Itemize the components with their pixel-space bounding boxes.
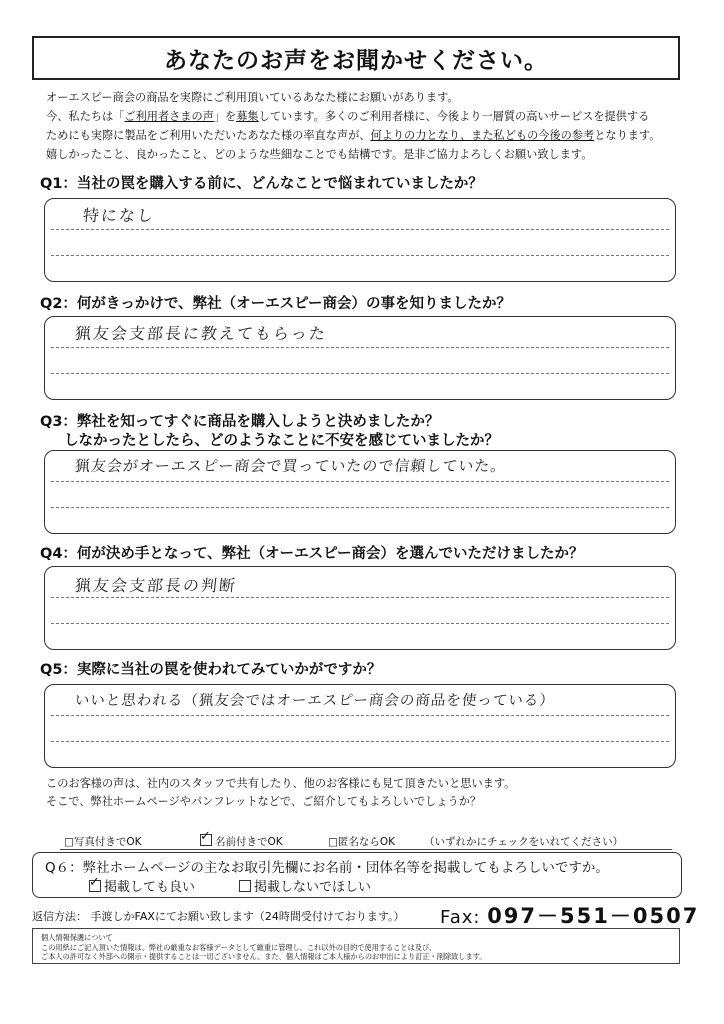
question-3-answer-box[interactable]	[44, 450, 676, 534]
question-2-answer-text: 猟友会支部長に教えてもらった	[73, 324, 328, 343]
intro-text-part: しています。多くのご利用者様に、今後より一層質の高いサービスを提供する	[258, 110, 650, 123]
question-1-label: Q1：当社の罠を購入する前に、どんなことで悩まれていましたか？	[40, 176, 483, 192]
sharing-notes	[46, 775, 515, 811]
consent-photo-option[interactable]: □写真付きでOK	[64, 836, 142, 848]
question-5-label: Q5：実際に当社の罠を使われてみていかがですか？	[40, 662, 382, 678]
fax-number: 097－551－0507	[487, 904, 700, 928]
dotted-line	[51, 507, 669, 508]
question-1-answer-text: 特になし	[81, 206, 156, 225]
dotted-line	[51, 373, 669, 374]
question-3-label-2: しなかったとしたら、どのようなことに不安を感じていましたか？	[64, 433, 499, 449]
question-5-answer-text: いいと思われる（猟友会ではオーエスピー商会の商品を使っている）	[74, 693, 556, 709]
question-3-label: Q3：弊社を知ってすぐに商品を購入しようと決めましたか？	[40, 414, 440, 430]
dotted-line	[51, 481, 669, 482]
fax-label: Fax:	[440, 907, 481, 928]
dotted-line	[51, 229, 669, 230]
intro-line-4: 嬉しかったこと、良かったこと、どのような些細なことでも結構です。是非ご協力よろしくお願い致します。	[46, 148, 593, 161]
intro-line-1: オーエスピー商会の商品を実際にご利用頂いているあなた様にお願いがあります。	[46, 91, 459, 104]
intro-text-part: ためにも実際に製品をご利用いただいたあなた様の率直な声が、	[46, 129, 371, 142]
q6-box	[32, 852, 682, 898]
question-3-answer-text: 猟友会がオーエスピー商会で買っていたので信頼していた。	[74, 457, 508, 475]
consent-name-option[interactable]	[200, 834, 283, 849]
question-2-label: Q2：何がきっかけで、弊社（オーエスピー商会）の事を知りましたか？	[40, 296, 512, 312]
privacy-line-2: この用紙にご記入頂いた情報は、弊社の厳重なお客様データとして厳重に管理し、これ以外の目的で使用することは及び、	[41, 942, 437, 952]
intro-text-part: となります。	[594, 129, 661, 142]
checkbox-icon[interactable]	[239, 880, 251, 892]
intro-text-part: 」を	[213, 110, 237, 123]
question-4-label: Q4：何が決め手となって、弊社（オーエスピー商会）を選んでいただけましたか？	[40, 546, 584, 562]
privacy-line-3: ご本人の許可なく外部への開示・提供することは一切ございません。また、個人情報はご本人様からのお申出により訂正・削除致します。	[41, 952, 487, 961]
question-4-answer-box[interactable]	[44, 566, 676, 650]
dotted-line	[51, 715, 669, 716]
dotted-line	[51, 347, 669, 348]
intro-text-part: 今、私たちは「	[46, 110, 125, 123]
dotted-line	[51, 623, 669, 624]
dotted-line	[51, 741, 669, 742]
question-2-answer-box[interactable]	[44, 316, 676, 400]
page-title: あなたのお声をお聞かせください。	[32, 36, 680, 80]
privacy-notice	[32, 928, 680, 964]
question-4-answer-text: 猟友会支部長の判断	[73, 576, 238, 595]
q6-no-option[interactable]	[239, 876, 371, 895]
consent-hint: （いずれかにチェックをいれてください）	[424, 836, 624, 848]
checkbox-checked-icon[interactable]	[89, 880, 101, 892]
consent-underline	[60, 849, 672, 850]
consent-anon-option[interactable]: □匿名ならOK	[328, 836, 396, 848]
intro-line-3	[46, 126, 686, 145]
intro-underlined: 何よりの力となり、また私どもの今後の参考	[370, 129, 595, 142]
intro-line-2	[46, 107, 686, 126]
intro-text	[46, 88, 686, 164]
dotted-line	[51, 255, 669, 256]
intro-underlined: ご利用者さまの声	[124, 110, 214, 123]
consent-options	[64, 834, 664, 850]
privacy-line-1: 個人情報保護について	[41, 933, 113, 942]
notes-line-2: そこで、弊社ホームページやパンフレットなどで、ご紹介してもよろしいでしょうか？	[46, 795, 482, 808]
q6-label: Q６：弊社ホームページの主なお取引先欄にお名前・団体名等を掲載してもよろしいですか。	[45, 860, 609, 876]
dotted-line	[51, 597, 669, 598]
q6-yes-label: 掲載しても良い	[104, 880, 196, 895]
intro-underlined: 募集	[236, 110, 259, 123]
q6-yes-option[interactable]	[89, 876, 195, 895]
return-method: 返信方法： 手渡しかFAXにてお願い致します（24時間受付けております。）	[32, 910, 405, 923]
checkbox-checked-icon[interactable]	[200, 834, 212, 846]
question-5-answer-box[interactable]	[44, 684, 676, 768]
question-1-answer-box[interactable]	[44, 198, 676, 282]
q6-no-label: 掲載しないでほしい	[254, 880, 372, 895]
notes-line-1: このお客様の声は、社内のスタッフで共有したり、他のお客様にも見て頂きたいと思います。	[46, 777, 516, 790]
fax-contact	[440, 900, 699, 930]
consent-name-label: 名前付きでOK	[215, 836, 283, 848]
